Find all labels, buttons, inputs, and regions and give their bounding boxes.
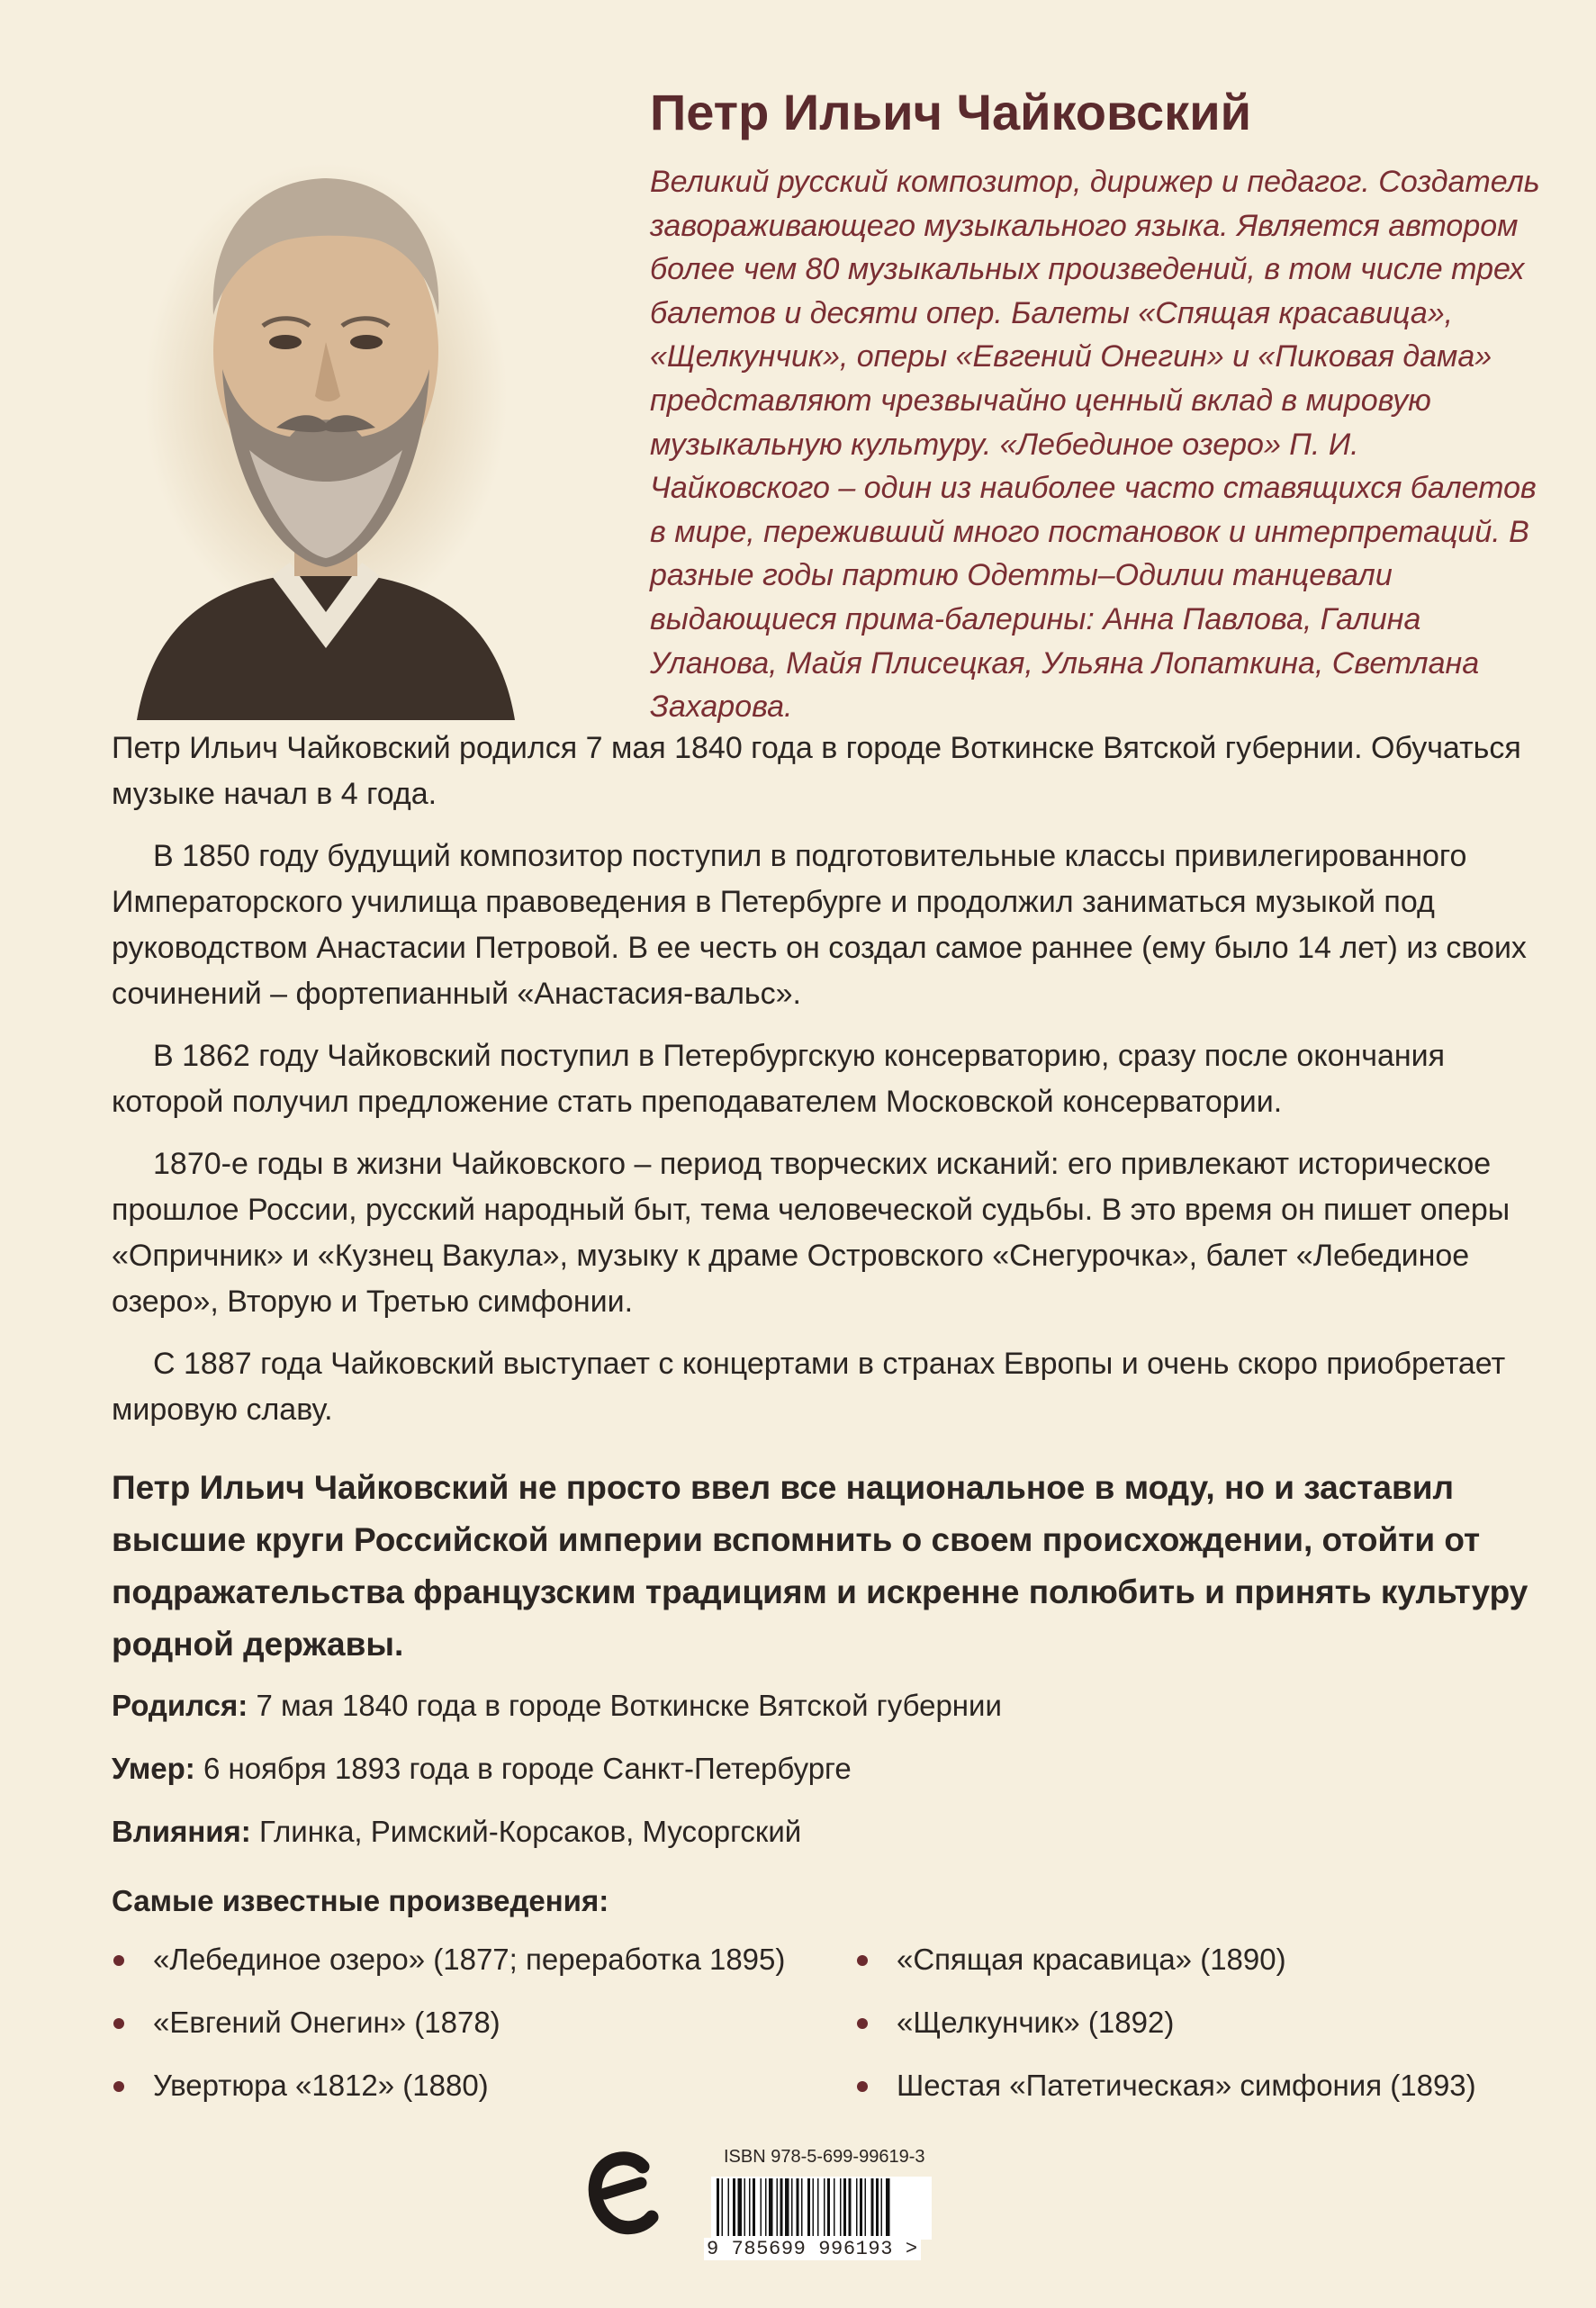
biography-paragraph: 1870-е годы в жизни Чайковского – период творческих исканий: его привлекают историческое прошлое России, русский народный быт, тема человеческой судьбы. В это время он пишет оперы «Опричник» и «Кузнец Вакула», музыку к драме Островского «Снегурочка», балет «Лебединое озеро», Вторую и Третью симфонии.	[112, 1147, 1510, 1319]
work-title: Шестая «Патетическая» симфония (1893)	[897, 2069, 1476, 2102]
fact-died	[112, 1752, 1552, 1815]
biography-paragraph: С 1887 года Чайковский выступает с концертами в странах Европы и очень скоро приобретает мировую славу.	[112, 1347, 1506, 1427]
facts-list	[112, 1689, 1552, 1878]
portrait-photo	[74, 72, 578, 720]
works-heading: Самые известные произведения:	[112, 1884, 609, 1917]
work-title: «Спящая красавица» (1890)	[897, 1943, 1286, 1976]
page-title: Петр Ильич Чайковский	[650, 84, 1252, 140]
list-item	[112, 2069, 785, 2132]
fact-value: Глинка, Римский-Корсаков, Мусоргский	[258, 1815, 802, 1848]
bullet-icon	[857, 1955, 868, 1966]
work-title: «Щелкунчик» (1892)	[897, 2006, 1175, 2039]
list-item	[112, 1943, 785, 2006]
barcode-image	[711, 2177, 932, 2240]
fact-value: 6 ноября 1893 года в городе Санкт-Петербурге	[203, 1752, 852, 1785]
list-item	[112, 2006, 785, 2069]
biography-text	[112, 726, 1543, 1449]
work-title: «Лебединое озеро» (1877; переработка 1895)	[153, 1943, 786, 1976]
fact-label: Умер:	[112, 1752, 195, 1785]
bullet-icon	[113, 2081, 124, 2092]
bullet-icon	[857, 2081, 868, 2092]
work-title: Увертюра «1812» (1880)	[153, 2069, 489, 2102]
barcode-digits: 9 785699 996193 >	[704, 2238, 921, 2260]
fact-influences	[112, 1815, 1552, 1878]
fact-born	[112, 1689, 1552, 1752]
work-title: «Евгений Онегин» (1878)	[153, 2006, 500, 2039]
list-item	[855, 2006, 1476, 2069]
fact-value: 7 мая 1840 года в городе Воткинске Вятской губернии	[256, 1689, 1002, 1722]
isbn-label: ISBN 978-5-699-99619-3	[724, 2147, 925, 2167]
lead-paragraph: Великий русский композитор, дирижер и педагог. Создатель завораживающего музыкального языка. Является автором более чем 80 музыкальных произведений, в том числе трех балетов и десяти опер. Балеты «Спящая красавица», «Щелкунчик», оперы «Евгений Онегин» и «Пиковая дама» представляют чрезвычайно ценный вклад в мировую музыкальную культуру. «Лебединое озеро» П. И. Чайковского – один из наиболее часто ставящихся балетов в мире, переживший много постановок и интерпретаций. В разные годы партию Одетты–Одилии танцевали выдающиеся прима-балерины: Анна Павлова, Галина Уланова, Майя Плисецкая, Ульяна Лопаткина, Светлана Захарова.	[650, 165, 1540, 725]
list-item	[855, 1943, 1476, 2006]
bullet-icon	[857, 2018, 868, 2029]
bullet-icon	[113, 1955, 124, 1966]
works-list-right	[855, 1943, 1476, 2132]
biography-paragraph: Петр Ильич Чайковский родился 7 мая 1840 года в городе Воткинске Вятской губернии. Обучаться музыке начал в 4 года.	[112, 731, 1521, 811]
bullet-icon	[113, 2018, 124, 2029]
fact-label: Влияния:	[112, 1815, 251, 1848]
biography-paragraph: В 1862 году Чайковский поступил в Петербургскую консерваторию, сразу после окончания которой получил предложение стать преподавателем Московской консерватории.	[112, 1039, 1446, 1119]
list-item	[855, 2069, 1476, 2132]
conclusion-text: Петр Ильич Чайковский не просто ввел все национальное в моду, но и заставил высшие круги Российской империи вспомнить о своем происхождении, отойти от подражательства французским традициям и искренне полюбить и принять культуру родной державы.	[112, 1469, 1528, 1663]
biography-paragraph: В 1850 году будущий композитор поступил в подготовительные классы привилегированного Императорского училища правоведения в Петербурге и продолжил заниматься музыкой под руководством Анастасии Петровой. В ее честь он создал самое раннее (ему было 14 лет) из своих сочинений – фортепианный «Анастасия-вальс».	[112, 839, 1527, 1011]
publisher-logo-icon	[587, 2147, 659, 2250]
works-list-left	[112, 1943, 785, 2132]
fact-label: Родился:	[112, 1689, 248, 1722]
